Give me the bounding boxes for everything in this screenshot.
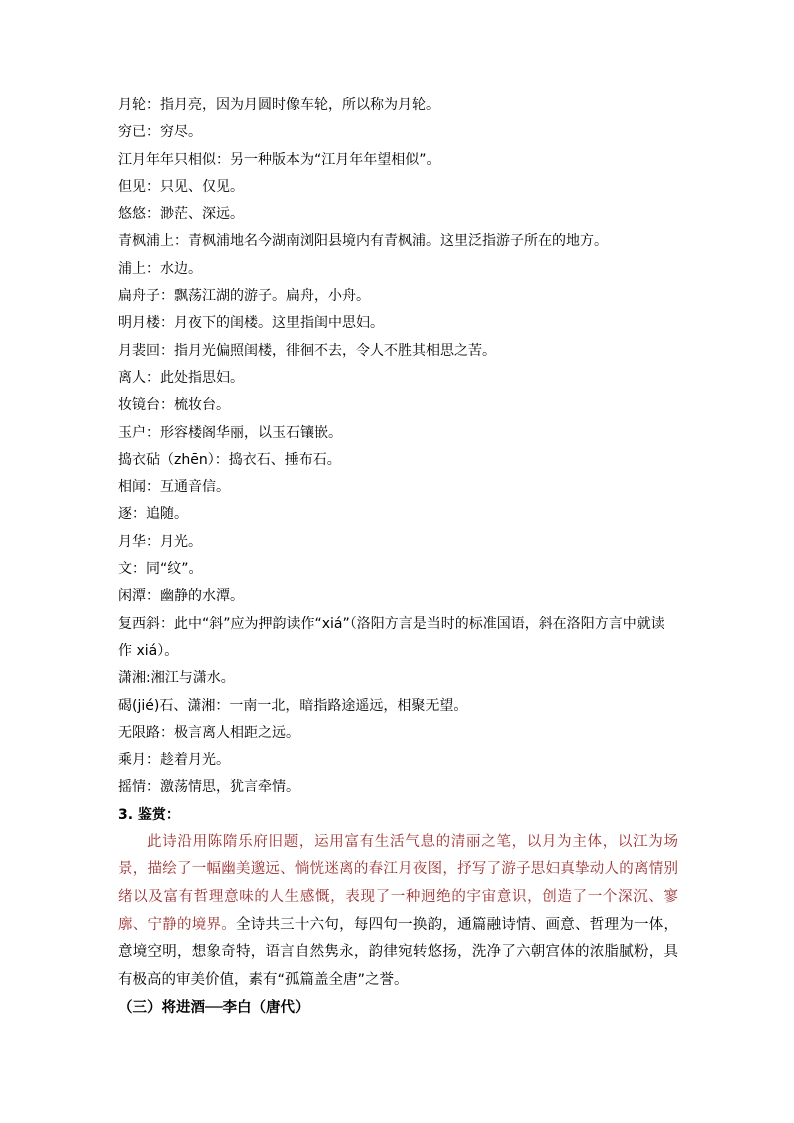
- appreciation-paragraph: [118, 829, 678, 995]
- gloss-item-xiantan: 闲潭：幽静的水潭。: [118, 588, 244, 605]
- gloss-item-yuhu: 玉户：形容楼阁华丽，以玉石镶嵌。: [118, 424, 342, 441]
- gloss-item-yuelun: 月轮：指月亮，因为月圆时像车轮，所以称为月轮。: [118, 97, 440, 113]
- gloss-item-liren: 离人：此处指思妇。: [118, 369, 244, 386]
- next-section-title: （三）将进酒──李白（唐代）: [118, 1000, 310, 1017]
- gloss-item-bianzhouzi: 扁舟子：飘荡江湖的游子。扁舟，小舟。: [118, 288, 370, 305]
- gloss-item-yuehua: 月华：月光。: [118, 533, 202, 550]
- gloss-item-wuxianlu: 无限路：极言离人相距之远。: [118, 724, 300, 741]
- glossary-list: [118, 92, 678, 802]
- gloss-item-jiangyue: 江月年年只相似：另一种版本为“江月年年望相似”。: [118, 151, 441, 168]
- appreciation-rest-text: 全诗共三十六句，每四句一换韵，通篇融诗情、画意、哲理为一体，意境空明，想象奇特，语言自然隽永，韵律宛转悠扬，洗净了六朝宫体的浓脂腻粉，具有极高的审美价值，素有“孤篇盖全唐”之誉。: [118, 916, 679, 988]
- gloss-item-yuepeihui: 月裴回：指月光偏照闺楼，徘徊不去，令人不胜其相思之苦。: [118, 342, 496, 359]
- gloss-item-chengyue: 乘月：趁着月光。: [118, 752, 230, 769]
- gloss-item-zhuangjingtai: 妆镜台：梳妆台。: [118, 397, 230, 414]
- document-page: [118, 92, 678, 1022]
- gloss-item-mingyuelou: 明月楼：月夜下的闺楼。这里指闺中思妇。: [118, 315, 384, 332]
- gloss-item-qiongyi: 穷已：穷尽。: [118, 124, 202, 141]
- gloss-item-pushang: 浦上：水边。: [118, 260, 202, 277]
- gloss-item-youyou: 悠悠：渺茫、深远。: [118, 206, 244, 223]
- gloss-item-daoyizhen: 捣衣砧（zhēn）：捣衣石、捶布石。: [118, 451, 341, 468]
- appreciation-heading: 3. 鉴赏：: [118, 806, 180, 823]
- gloss-item-zhu: 逐：追随。: [118, 506, 188, 523]
- gloss-item-wen: 文：同“纹”。: [118, 561, 203, 578]
- gloss-item-xiaoxiang: 潇湘:湘江与潇水。: [118, 670, 235, 687]
- gloss-item-danjian: 但见：只见、仅见。: [118, 178, 244, 195]
- gloss-item-jieshi: 碣(jié)石、潇湘：一南一北，暗指路途遥远，相聚无望。: [118, 697, 468, 714]
- gloss-item-yaoqing: 摇情：激荡情思，犹言牵情。: [118, 779, 300, 796]
- appreciation-highlight-text: 此诗沿用陈隋乐府旧题，运用富有生活气息的清丽之笔，以月为主体，以江为场景，描绘了一幅幽美邈远、惝恍迷离的春江月夜图，抒写了游子思妇真挚动人的离情别绪以及富有哲理意味的人生感慨，表现了一种迥绝的宇宙意识，创造了一个深沉、寥廓、宁静的境界。: [118, 833, 678, 933]
- gloss-item-fuxixie: 复西斜：此中“斜”应为押韵读作“xiá”（洛阳方言是当时的标准国语，斜在洛阳方言中就读作 xiá）。: [118, 615, 665, 659]
- gloss-item-qingfengpu: 青枫浦上：青枫浦地名今湖南浏阳县境内有青枫浦。这里泛指游子所在的地方。: [118, 233, 608, 250]
- gloss-item-xiangwen: 相闻：互通音信。: [118, 479, 230, 496]
